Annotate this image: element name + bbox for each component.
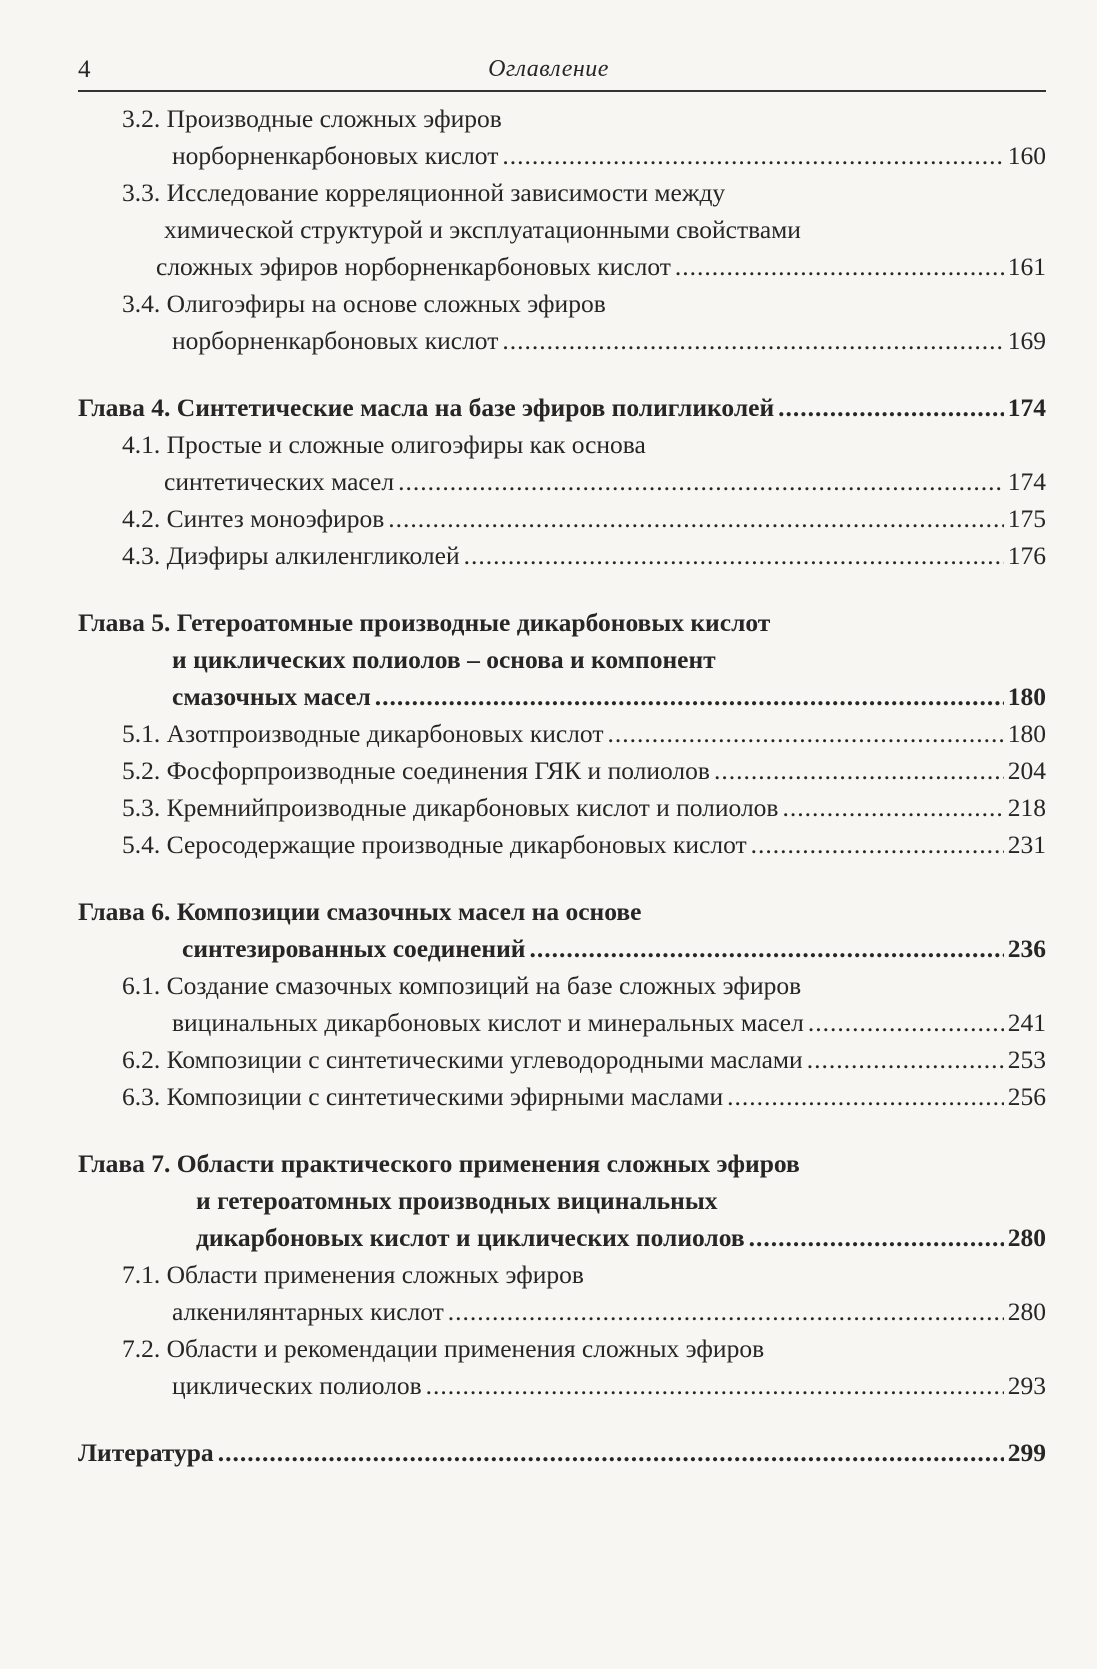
toc-entry-line [78,604,1046,641]
toc-chapter-entry[interactable] [78,389,1046,426]
toc-section-entry[interactable] [78,1256,1046,1330]
toc-entry-line [78,893,1046,930]
toc-entry-line [78,967,1046,1004]
toc-entry-line [78,211,1046,248]
toc-entry-line [78,1041,1046,1078]
toc-entry-line [78,1145,1046,1182]
section-gap [78,1115,1046,1145]
toc-entry-line [78,826,1046,863]
dot-leader [398,463,1004,500]
toc-page-number: 299 [1007,1438,1046,1467]
dot-leader [751,826,1004,863]
toc-page-number: 174 [1007,393,1046,422]
toc-entry-title: 3.4. Олигоэфиры на основе сложных эфиров [122,289,606,318]
toc-entry-line [78,1367,1046,1404]
toc-page-number: 175 [1007,504,1046,533]
toc-page-number: 204 [1007,756,1046,785]
toc-entry-title: Глава 5. Гетероатомные производные дикарбоновых кислот [78,608,771,637]
toc-entry-title: 6.2. Композиции с синтетическими углеводородными маслами [122,1045,803,1074]
section-gap [78,359,1046,389]
toc-page-number: 218 [1007,793,1046,822]
toc-section-entry[interactable] [78,1330,1046,1404]
toc-page-number: 280 [1007,1223,1046,1252]
toc-entry-title: Глава 4. Синтетические масла на базе эфиров полигликолей [78,393,775,422]
toc-entry-line [78,1330,1046,1367]
toc-entry-title: синтезированных соединений [182,934,526,963]
toc-page-number: 280 [1007,1297,1046,1326]
toc-page-number: 174 [1007,467,1046,496]
toc-entry-line [78,1078,1046,1115]
dot-leader [375,678,1004,715]
toc-section-entry[interactable] [78,537,1046,574]
toc-page-number: 241 [1007,1008,1046,1037]
toc-entry-line [78,1434,1046,1471]
toc-entry-line [78,248,1046,285]
dot-leader [749,1219,1004,1256]
toc-entry-title: норборненкарбоновых кислот [172,326,499,355]
toc-entry-title: Глава 6. Композиции смазочных масел на основе [78,897,642,926]
toc-entry-title: 4.1. Простые и сложные олигоэфиры как основа [122,430,646,459]
toc-section-entry[interactable] [78,500,1046,537]
toc-page-number: 231 [1007,830,1046,859]
toc-entry-title: норборненкарбоновых кислот [172,141,499,170]
toc-page-number: 236 [1007,934,1046,963]
toc-section-entry[interactable] [78,174,1046,285]
dot-leader [448,1293,1004,1330]
dot-leader [502,137,1003,174]
section-gap [78,574,1046,604]
toc-entry-title: алкенилянтарных кислот [172,1297,444,1326]
toc-page-number: 169 [1007,326,1046,355]
toc-entry-line [78,426,1046,463]
table-of-contents [78,100,1046,1471]
toc-section-entry[interactable] [78,752,1046,789]
dot-leader [714,752,1004,789]
dot-leader [529,930,1003,967]
section-gap [78,1404,1046,1434]
dot-leader [808,1004,1004,1041]
toc-section-entry[interactable] [78,715,1046,752]
header-rule [78,90,1046,92]
toc-entry-title: и циклических полиолов – основа и компонент [172,645,716,674]
toc-section-entry[interactable] [78,1078,1046,1115]
toc-entry-line [78,537,1046,574]
toc-entry-title: синтетических масел [164,467,395,496]
toc-entry-title: Глава 7. Области практического применения сложных эфиров [78,1149,800,1178]
toc-page-number: 176 [1007,541,1046,570]
toc-entry-line [78,285,1046,322]
toc-chapter-entry[interactable] [78,893,1046,967]
toc-entry-title: 3.3. Исследование корреляционной зависимости между [122,178,726,207]
toc-entry-line [78,752,1046,789]
toc-entry-title: смазочных масел [172,682,371,711]
page-number: 4 [78,56,91,83]
toc-entry-title: вицинальных дикарбоновых кислот и минеральных масел [172,1008,804,1037]
toc-entry-title: химической структурой и эксплуатационными свойствами [164,215,801,244]
toc-entry-line [78,1293,1046,1330]
toc-section-entry[interactable] [78,967,1046,1041]
toc-section-entry[interactable] [78,1041,1046,1078]
dot-leader [464,537,1004,574]
dot-leader [426,1367,1004,1404]
dot-leader [778,389,1004,426]
toc-entry-title: 7.2. Области и рекомендации применения сложных эфиров [122,1334,765,1363]
toc-entry-line [78,930,1046,967]
toc-section-entry[interactable] [78,826,1046,863]
toc-entry-title: Литература [78,1438,214,1467]
toc-entry-line [78,174,1046,211]
toc-entry-line [78,1182,1046,1219]
toc-entry-title: и гетероатомных производных вицинальных [196,1186,718,1215]
dot-leader [502,322,1003,359]
toc-entry-line [78,641,1046,678]
toc-entry-line [78,715,1046,752]
toc-entry-title: 3.2. Производные сложных эфиров [122,104,502,133]
toc-section-entry[interactable] [78,789,1046,826]
dot-leader [218,1434,1004,1471]
toc-entry-title: 7.1. Области применения сложных эфиров [122,1260,584,1289]
toc-chapter-entry[interactable] [78,1145,1046,1256]
dot-leader [727,1078,1004,1115]
toc-entry-line [78,1219,1046,1256]
section-gap [78,863,1046,893]
toc-entry-line [78,789,1046,826]
toc-page-number: 293 [1007,1371,1046,1400]
toc-entry-title: 5.4. Серосодержащие производные дикарбоновых кислот [122,830,747,859]
toc-entry-line [78,500,1046,537]
toc-entry-title: 4.2. Синтез моноэфиров [122,504,385,533]
toc-entry-line [78,678,1046,715]
toc-section-entry[interactable] [78,285,1046,359]
toc-entry-title: 5.3. Кремнийпроизводные дикарбоновых кислот и полиолов [122,793,779,822]
toc-entry-line [78,463,1046,500]
dot-leader [782,789,1003,826]
toc-entry-title: дикарбоновых кислот и циклических полиолов [196,1223,745,1252]
toc-page-number: 161 [1007,252,1046,281]
dot-leader [388,500,1004,537]
toc-page-number: 160 [1007,141,1046,170]
running-title: Оглавление [488,56,609,82]
page-header [0,50,1097,100]
toc-entry-title: 6.1. Создание смазочных композиций на базе сложных эфиров [122,971,802,1000]
toc-page-number: 180 [1007,719,1046,748]
toc-entry-title: 6.3. Композиции с синтетическими эфирными маслами [122,1082,724,1111]
toc-chapter-entry[interactable] [78,604,1046,715]
toc-entry-title: 5.1. Азотпроизводные дикарбоновых кислот [122,719,604,748]
toc-entry-title: циклических полиолов [172,1371,422,1400]
dot-leader [607,715,1003,752]
toc-entry-title: сложных эфиров норборненкарбоновых кислот [156,252,671,281]
toc-section-entry[interactable] [78,100,1046,174]
toc-section-entry[interactable] [78,426,1046,500]
toc-entry-title: 5.2. Фосфорпроизводные соединения ГЯК и полиолов [122,756,710,785]
dot-leader [807,1041,1004,1078]
toc-entry-line [78,137,1046,174]
toc-entry-line [78,1004,1046,1041]
toc-page-number: 256 [1007,1082,1046,1111]
toc-page-number: 253 [1007,1045,1046,1074]
toc-chapter-entry[interactable] [78,1434,1046,1471]
toc-entry-line [78,100,1046,137]
toc-page-number: 180 [1007,682,1046,711]
toc-entry-line [78,389,1046,426]
dot-leader [675,248,1004,285]
toc-entry-line [78,1256,1046,1293]
toc-entry-title: 4.3. Диэфиры алкиленгликолей [122,541,460,570]
toc-entry-line [78,322,1046,359]
